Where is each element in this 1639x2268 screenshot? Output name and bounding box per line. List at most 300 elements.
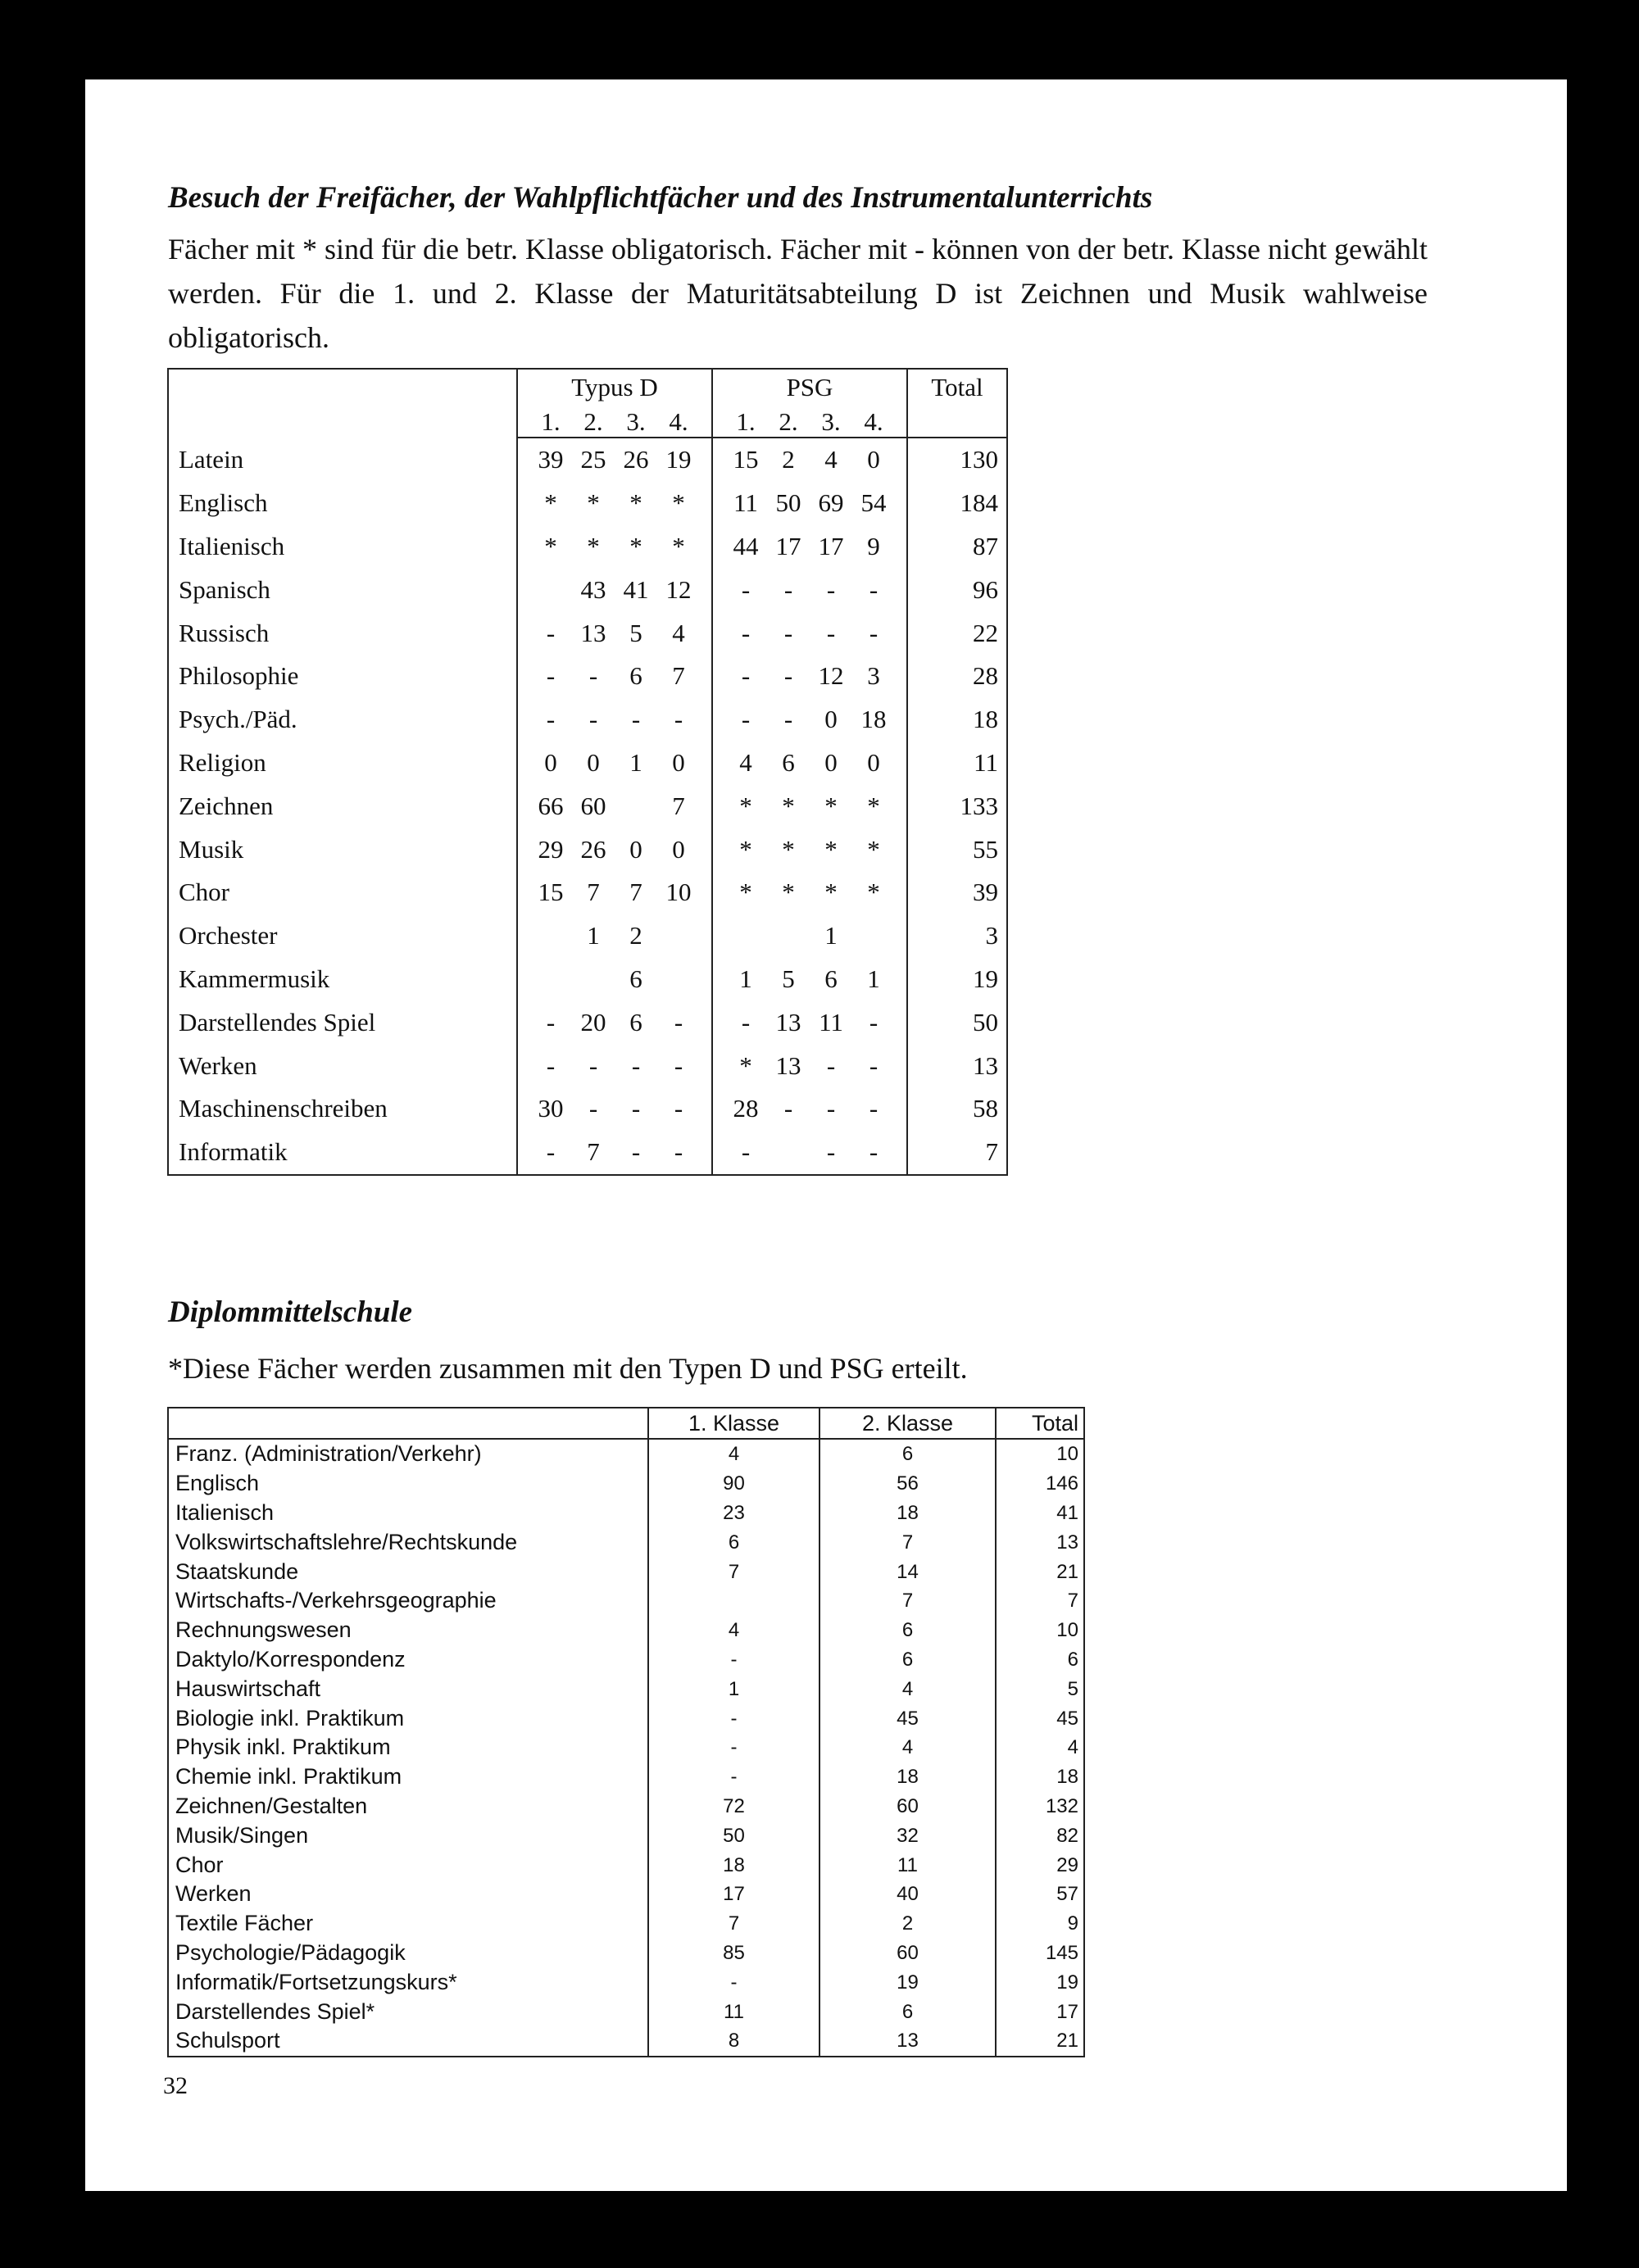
row-label: Werken [168,1880,648,1909]
table-row [168,1469,1084,1499]
row-total: 19 [907,958,1007,1001]
row-label: Chor [168,871,517,914]
row-total: 17 [996,1997,1084,2026]
psg-value: * [867,834,880,864]
row-total: 19 [996,1967,1084,1997]
pad-cell [712,525,724,569]
header-year: 3. [615,402,657,438]
pad-cell [895,438,907,482]
row-label: Darstellendes Spiel [168,1000,517,1044]
pad-cell [517,828,529,871]
row-label: Englisch [168,1469,648,1499]
row-label: Spanisch [168,568,517,611]
typus-value: 0 [672,747,685,777]
row-total: 5 [996,1674,1084,1703]
typus-value [615,784,657,828]
table-row [168,611,1007,655]
header-total: Total [996,1408,1084,1439]
table-row [168,1821,1084,1850]
pad-cell [517,1044,529,1087]
header-year: 1. [529,402,572,438]
psg-value: - [826,1094,836,1123]
row-label: Zeichnen/Gestalten [168,1792,648,1821]
klasse-2-value: 32 [820,1821,996,1850]
psg-value: - [869,1050,879,1080]
klasse-2-value: 6 [820,1439,996,1469]
pad-cell [700,742,712,785]
pad-cell [712,655,724,698]
table-row [168,655,1007,698]
typus-value: - [674,1094,683,1123]
pad-cell [712,611,724,655]
klasse-2-value: 18 [820,1499,996,1528]
klasse-2-value: 56 [820,1469,996,1499]
row-total: 18 [907,698,1007,742]
klasse-2-value: 2 [820,1909,996,1939]
pad-cell [712,698,724,742]
table-row [168,1439,1084,1469]
row-label: Philosophie [168,655,517,698]
pad-cell [895,1087,907,1131]
pad-cell [517,525,529,569]
klasse-2-value: 11 [820,1850,996,1880]
row-total: 55 [907,828,1007,871]
header-year: 4. [852,402,895,438]
psg-value: 44 [733,531,759,560]
pad-cell [895,1044,907,1087]
row-total: 7 [907,1131,1007,1175]
row-label: Russisch [168,611,517,655]
klasse-1-value: 90 [648,1469,820,1499]
klasse-2-value: 13 [820,2026,996,2057]
psg-value: 2 [782,445,795,474]
pad-cell [517,871,529,914]
psg-value: - [783,661,793,691]
section1-intro: Fächer mit * sind für die betr. Klasse obligatorisch. Fächer mit - können von der betr. Klasse nicht gewählt werden. Für die 1. und 2. Klasse der Maturitätsabteilung D ist Zeichnen und Musik wahlweise obligatorisch. [168,233,1428,354]
pad-cell [895,871,907,914]
table-row [168,1616,1084,1645]
pad-cell [700,1131,712,1175]
klasse-2-value: 6 [820,1645,996,1675]
psg-value: 11 [819,1007,843,1036]
row-total: 96 [907,568,1007,611]
row-total: 28 [907,655,1007,698]
pad-cell [700,958,712,1001]
row-total: 9 [996,1909,1084,1939]
klasse-1-value: 4 [648,1616,820,1645]
psg-value: 17 [775,531,801,560]
row-label: Textile Fächer [168,1909,648,1939]
klasse-2-value: 14 [820,1557,996,1586]
row-total: 130 [907,438,1007,482]
klasse-1-value: 7 [648,1909,820,1939]
klasse-1-value: 11 [648,1997,820,2026]
psg-value: - [783,1094,793,1123]
typus-value: 2 [629,921,642,950]
typus-value: 1 [629,747,642,777]
klasse-2-value: 6 [820,1997,996,2026]
psg-value: * [782,878,795,907]
table-header-row [168,1408,1084,1439]
row-total: 10 [996,1439,1084,1469]
typus-value: 41 [623,574,649,604]
pad-cell [712,438,724,482]
klasse-2-value: 6 [820,1616,996,1645]
psg-value: * [782,834,795,864]
typus-value: 12 [665,574,692,604]
row-label: Religion [168,742,517,785]
typus-value: - [631,1050,641,1080]
typus-value: 0 [587,747,600,777]
klasse-1-value: - [648,1703,820,1733]
pad-cell [895,742,907,785]
typus-value: 7 [572,1131,615,1175]
table-row [168,828,1007,871]
pad-cell [517,655,529,698]
psg-value: * [739,834,752,864]
typus-value: * [587,531,600,560]
header-typus-d: Typus D [517,369,712,402]
table-row [168,568,1007,611]
table-row [168,1909,1084,1939]
pad-cell [517,1000,529,1044]
pad-cell [712,958,724,1001]
row-label: Orchester [168,914,517,958]
pad-cell [712,828,724,871]
pad-cell [517,482,529,525]
section1-title: Besuch der Freifächer, der Wahlpflichtfächer und des Instrumentalunterrichts [168,181,1153,215]
klasse-1-value: 17 [648,1880,820,1909]
pad-cell [712,1000,724,1044]
row-label: Italienisch [168,525,517,569]
typus-value: * [629,488,642,518]
header-year: 1. [724,402,767,438]
table-row [168,2026,1084,2057]
row-label: Zeichnen [168,784,517,828]
row-label: Chor [168,1850,648,1880]
pad-cell [517,784,529,828]
pad-cell [712,914,724,958]
klasse-2-value: 60 [820,1939,996,1968]
pad-cell [700,828,712,871]
typus-value: 26 [580,834,606,864]
row-total: 4 [996,1733,1084,1762]
typus-value: 0 [629,834,642,864]
row-label: Volkswirtschaftslehre/Rechtskunde [168,1527,648,1557]
pad-cell [700,871,712,914]
header-year: 3. [810,402,852,438]
row-label: Physik inkl. Praktikum [168,1733,648,1762]
typus-value: 60 [580,791,606,820]
table-row [168,698,1007,742]
row-total: 45 [996,1703,1084,1733]
psg-value: 50 [775,488,801,518]
pad-cell [517,698,529,742]
typus-value: - [546,1007,556,1036]
pad-cell [712,1131,724,1175]
row-label: Wirtschafts-/Verkehrsgeographie [168,1586,648,1616]
row-total: 50 [907,1000,1007,1044]
row-label: Daktylo/Korrespondenz [168,1645,648,1675]
table-row [168,1557,1084,1586]
row-total: 7 [996,1586,1084,1616]
typus-value: - [631,705,641,734]
klasse-1-value: 72 [648,1792,820,1821]
row-label: Darstellendes Spiel* [168,1997,648,2026]
section2-title: Diplommittelschule [168,1295,413,1329]
psg-value: 6 [824,964,838,993]
pad-cell [895,655,907,698]
pad-cell [517,1087,529,1131]
typus-value: - [546,705,556,734]
row-total: 29 [996,1850,1084,1880]
psg-value: * [867,878,880,907]
psg-value: 5 [782,964,795,993]
psg-value: - [826,618,836,647]
table-header-years-row [168,402,1007,438]
typus-value: - [546,1050,556,1080]
klasse-1-value: 50 [648,1821,820,1850]
psg-value: 12 [818,661,844,691]
typus-value: 10 [665,878,692,907]
pad-cell [700,914,712,958]
pad-cell [712,1044,724,1087]
table-row [168,1000,1007,1044]
psg-value: 15 [733,445,759,474]
klasse-2-value: 40 [820,1880,996,1909]
klasse-1-value: - [648,1733,820,1762]
pad-cell [700,525,712,569]
pad-cell [517,742,529,785]
typus-value: 39 [538,445,564,474]
psg-value: 0 [867,445,880,474]
row-label: Latein [168,438,517,482]
klasse-1-value: 4 [648,1439,820,1469]
table-row [168,1850,1084,1880]
psg-value [724,914,767,958]
klasse-2-value: 7 [820,1586,996,1616]
pad-cell [895,482,907,525]
row-total: 21 [996,1557,1084,1586]
typus-value: 6 [629,964,642,993]
pad-cell [700,611,712,655]
psg-value: * [824,878,838,907]
pad-cell [517,914,529,958]
table-row [168,1586,1084,1616]
pad-cell [895,568,907,611]
klasse-2-value: 60 [820,1792,996,1821]
header-empty-cell [168,402,517,438]
klasse-1-value: - [648,1967,820,1997]
klasse-1-value: 7 [648,1557,820,1586]
psg-value [767,914,810,958]
pad-cell [895,402,907,438]
typus-value: - [546,618,556,647]
psg-value: 17 [818,531,844,560]
typus-value: 4 [672,618,685,647]
pad-cell [712,742,724,785]
pad-cell [895,958,907,1001]
row-total: 13 [907,1044,1007,1087]
table-header-row [168,369,1007,402]
psg-value: 1 [824,921,838,950]
pad-cell [700,402,712,438]
table-row [168,1880,1084,1909]
klasse-1-value: 8 [648,2026,820,2057]
row-total: 133 [907,784,1007,828]
psg-value: * [867,791,880,820]
pad-cell [895,611,907,655]
header-empty-cell [907,402,1007,438]
row-total: 58 [907,1087,1007,1131]
typus-value: 0 [544,747,557,777]
psg-value: - [826,574,836,604]
header-year: 2. [767,402,810,438]
klasse-2-value: 19 [820,1967,996,1997]
typus-value: * [672,488,685,518]
header-year: 2. [572,402,615,438]
header-klasse-2: 2. Klasse [820,1408,996,1439]
pad-cell [712,402,724,438]
klasse-1-value: 1 [648,1674,820,1703]
row-total: 10 [996,1616,1084,1645]
typus-value: - [588,661,598,691]
diplommittelschule-table [167,1407,1085,2057]
row-total: 6 [996,1645,1084,1675]
typus-value: 20 [580,1007,606,1036]
header-klasse-1: 1. Klasse [648,1408,820,1439]
typus-value [529,568,572,611]
psg-value: 1 [739,964,752,993]
psg-value: * [739,878,752,907]
table-row [168,1499,1084,1528]
psg-value: 28 [733,1094,759,1123]
page-number: 32 [163,2072,188,2099]
pad-cell [700,438,712,482]
typus-value: 15 [538,878,564,907]
row-label: Franz. (Administration/Verkehr) [168,1439,648,1469]
pad-cell [700,568,712,611]
row-label: Schulsport [168,2026,648,2057]
typus-value: - [657,1131,700,1175]
row-total: 132 [996,1792,1084,1821]
typus-value: 29 [538,834,564,864]
psg-value: * [739,1050,752,1080]
row-total: 18 [996,1762,1084,1792]
row-label: Maschinenschreiben [168,1087,517,1131]
table-row [168,1703,1084,1733]
psg-value [852,914,895,958]
klasse-1-value: - [648,1762,820,1792]
typus-value: 43 [580,574,606,604]
psg-value: - [783,705,793,734]
psg-value: - [826,1050,836,1080]
psg-value: 11 [733,488,758,518]
typus-value: * [544,531,557,560]
psg-value: 4 [824,445,838,474]
header-total: Total [907,369,1007,402]
pad-cell [712,568,724,611]
row-label: Informatik/Fortsetzungskurs* [168,1967,648,1997]
typus-value [657,914,700,958]
typus-value: * [629,531,642,560]
row-label: Hauswirtschaft [168,1674,648,1703]
table-row [168,914,1007,958]
psg-value: 6 [782,747,795,777]
klasse-1-value: 23 [648,1499,820,1528]
pad-cell [700,1044,712,1087]
table-row [168,482,1007,525]
psg-value: - [724,1131,767,1175]
psg-value: - [783,618,793,647]
psg-value: 0 [824,747,838,777]
pad-cell [700,784,712,828]
typus-value: 7 [587,878,600,907]
typus-value: * [672,531,685,560]
psg-value: - [810,1131,852,1175]
table-row [168,1131,1007,1175]
psg-value: - [783,574,793,604]
row-label: Psych./Päd. [168,698,517,742]
psg-value: - [869,574,879,604]
row-label: Chemie inkl. Praktikum [168,1762,648,1792]
klasse-1-value [648,1586,820,1616]
header-empty-cell [168,1408,648,1439]
row-total: 145 [996,1939,1084,1968]
header-psg: PSG [712,369,907,402]
row-total: 3 [907,914,1007,958]
typus-value: 66 [538,791,564,820]
row-total: 82 [996,1821,1084,1850]
table-row [168,1997,1084,2026]
typus-value: 19 [665,445,692,474]
psg-value: - [869,618,879,647]
typus-value [529,958,572,1001]
psg-value: * [824,791,838,820]
pad-cell [700,655,712,698]
pad-cell [895,914,907,958]
table-row [168,1044,1007,1087]
row-total: 87 [907,525,1007,569]
psg-value: * [739,791,752,820]
pad-cell [712,871,724,914]
pad-cell [895,1131,907,1175]
typus-value [657,958,700,1001]
pad-cell [517,1131,529,1175]
typus-value: 13 [580,618,606,647]
psg-value: - [741,618,751,647]
table-row [168,1087,1007,1131]
row-label: Psychologie/Pädagogik [168,1939,648,1968]
psg-value: 13 [775,1007,801,1036]
pad-cell [517,568,529,611]
section2-intro: *Diese Fächer werden zusammen mit den Typen D und PSG erteilt. [168,1352,968,1385]
typus-value: - [674,705,683,734]
psg-value: 4 [739,747,752,777]
row-label: Staatskunde [168,1557,648,1586]
header-year: 4. [657,402,700,438]
document-page [85,79,1567,2191]
table-row [168,1674,1084,1703]
row-label: Italienisch [168,1499,648,1528]
table-row [168,525,1007,569]
psg-value: 0 [824,705,838,734]
typus-value: - [588,1094,598,1123]
pad-cell [517,438,529,482]
psg-value: - [741,661,751,691]
typus-value: - [674,1050,683,1080]
electives-table [167,368,1008,1176]
